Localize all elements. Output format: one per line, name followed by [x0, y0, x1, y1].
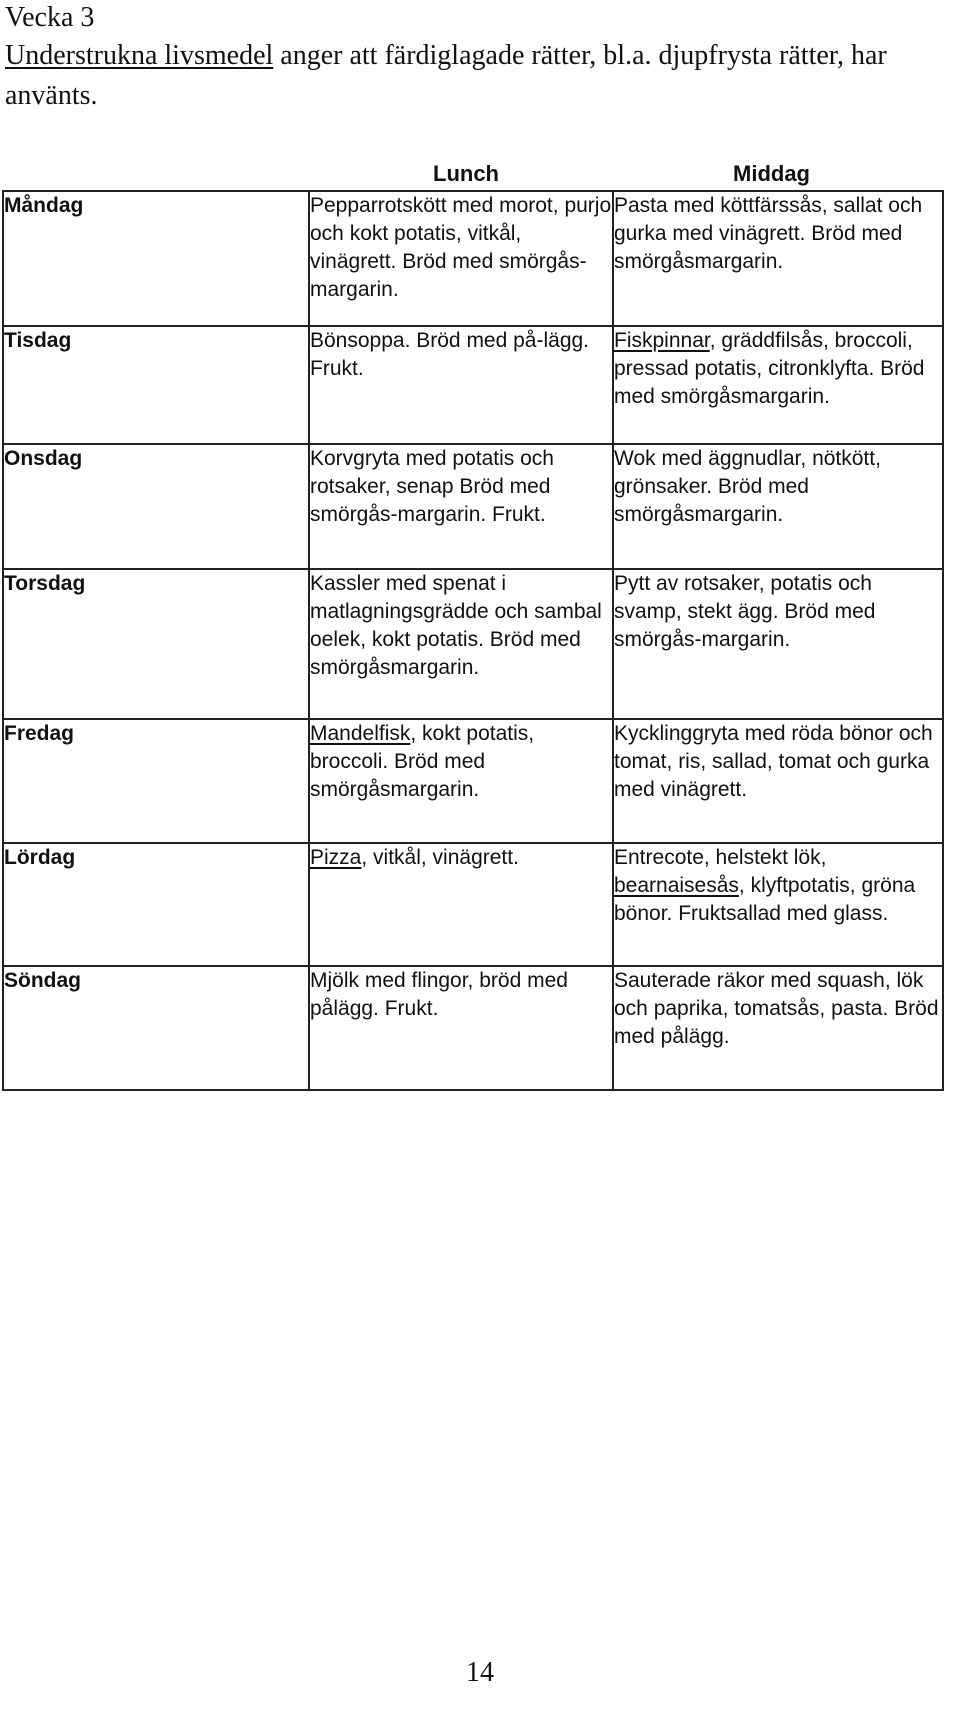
day-label: Måndag	[3, 191, 309, 326]
day-label: Torsdag	[3, 569, 309, 719]
table-row	[3, 719, 943, 843]
table-row	[3, 569, 943, 719]
dinner-cell: Kycklinggryta med röda bönor och tomat, ris, sallad, tomat och gurka med vinägrett.	[613, 719, 943, 843]
intro-rest-text: anger att färdiglagade rätter, bl.a. djupfrysta rätter, har använts.	[5, 40, 887, 111]
dinner-column-header: Middag	[733, 161, 810, 186]
lunch-cell: Bönsoppa. Bröd med på-lägg. Frukt.	[309, 326, 613, 444]
lunch-cell: Korvgryta med potatis och rotsaker, senap Bröd med smörgås-margarin. Frukt.	[309, 444, 613, 569]
table-row	[3, 191, 943, 326]
day-label: Söndag	[3, 966, 309, 1090]
lunch-cell: Pepparrotskött med morot, purjo och kokt potatis, vitkål, vinägrett. Bröd med smörgås-margarin.	[309, 191, 613, 326]
dinner-cell: Pytt av rotsaker, potatis och svamp, stekt ägg. Bröd med smörgås-margarin.	[613, 569, 943, 719]
dinner-cell: Fiskpinnar, gräddfilsås, broccoli, pressad potatis, citronklyfta. Bröd med smörgåsmargarin.	[613, 326, 943, 444]
page-title: Vecka 3	[5, 2, 95, 33]
lunch-column-header: Lunch	[433, 161, 499, 186]
dinner-cell: Sauterade räkor med squash, lök och paprika, tomatsås, pasta. Bröd med pålägg.	[613, 966, 943, 1090]
lunch-cell: Kassler med spenat i matlagningsgrädde och sambal oelek, kokt potatis. Bröd med smörgåsmargarin.	[309, 569, 613, 719]
day-label: Lördag	[3, 843, 309, 966]
table-row	[3, 966, 943, 1090]
day-label: Tisdag	[3, 326, 309, 444]
dinner-cell: Wok med äggnudlar, nötkött, grönsaker. Bröd med smörgåsmargarin.	[613, 444, 943, 569]
lunch-cell: Pizza, vitkål, vinägrett.	[309, 843, 613, 966]
intro-note	[5, 36, 945, 116]
table-row	[3, 843, 943, 966]
day-label: Fredag	[3, 719, 309, 843]
dinner-cell: Pasta med köttfärssås, sallat och gurka med vinägrett. Bröd med smörgåsmargarin.	[613, 191, 943, 326]
weekly-menu-table	[2, 190, 944, 1091]
dinner-cell: Entrecote, helstekt lök, bearnaisesås, klyftpotatis, gröna bönor. Fruktsallad med glass.	[613, 843, 943, 966]
lunch-cell: Mandelfisk, kokt potatis, broccoli. Bröd med smörgåsmargarin.	[309, 719, 613, 843]
table-row	[3, 326, 943, 444]
page-number: 14	[466, 1657, 494, 1688]
table-row	[3, 444, 943, 569]
intro-underlined-text: Understrukna livsmedel	[5, 40, 274, 71]
day-label: Onsdag	[3, 444, 309, 569]
lunch-cell: Mjölk med flingor, bröd med pålägg. Frukt.	[309, 966, 613, 1090]
